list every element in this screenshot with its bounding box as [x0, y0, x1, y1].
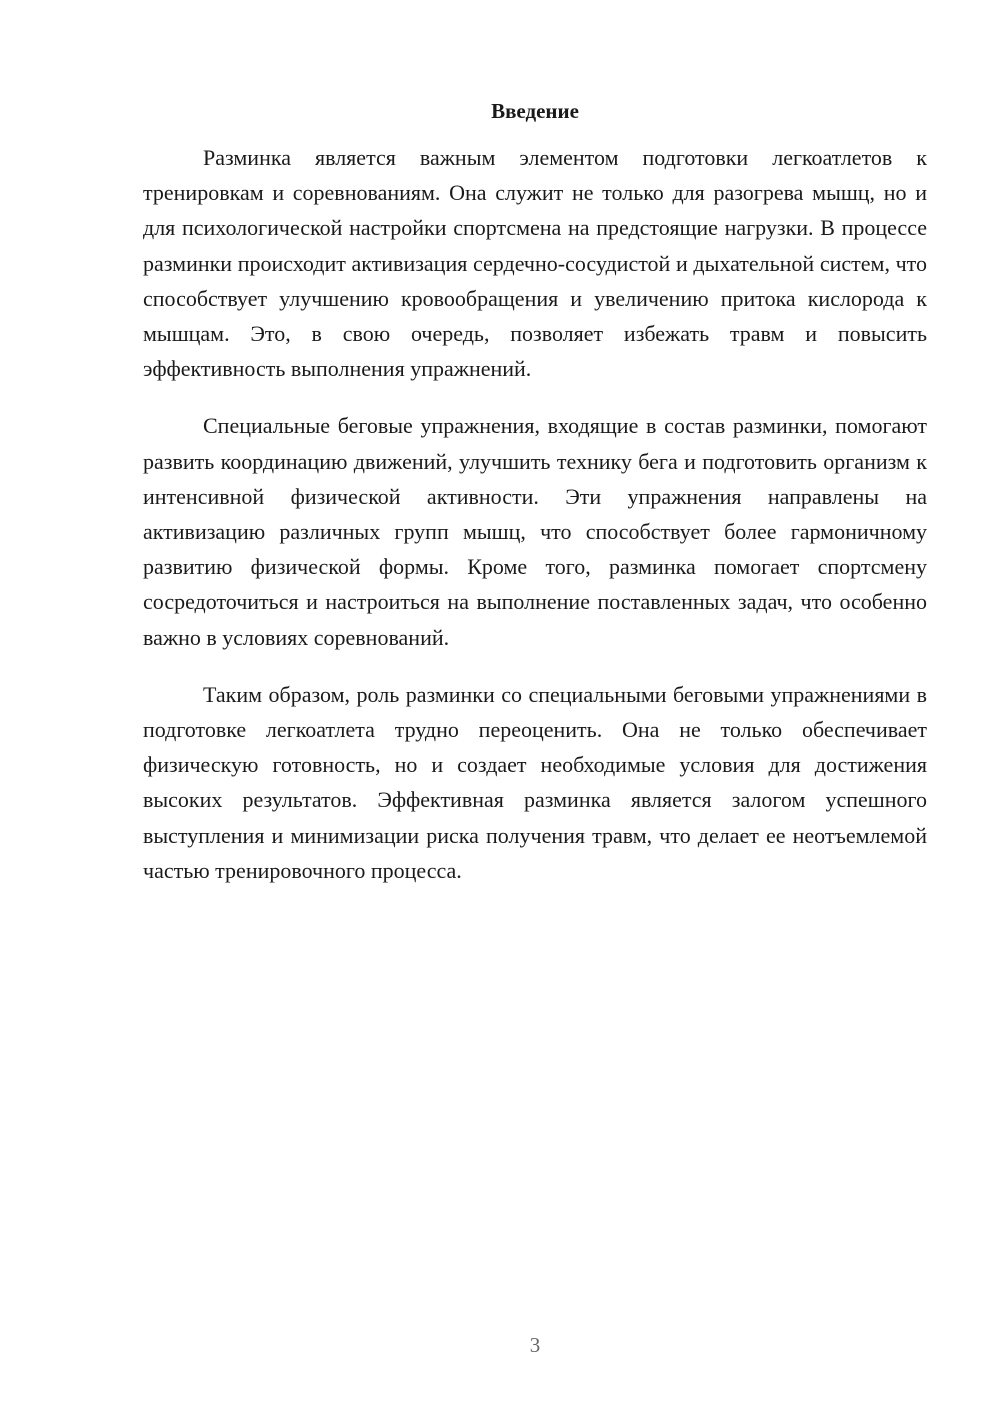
body-text	[143, 140, 927, 910]
page-number: 3	[529, 1333, 541, 1357]
paragraph: Специальные беговые упражнения, входящие в состав разминки, помогают развить координацию движений, улучшить технику бега и подготовить организм к интенсивной физической активности. Эти упражнения направлены на активизацию различных групп мышц, что способствует более гармоничному развитию физической формы. Кроме того, разминка помогает спортсмену сосредоточиться и настроиться на выполнение поставленных задач, что особенно важно в условиях соревнований.	[143, 413, 927, 650]
paragraph: Таким образом, роль разминки со специальными беговыми упражнениями в подготовке легкоатлета трудно переоценить. Она не только обеспечивает физическую готовность, но и создает необходимые условия для достижения высоких результатов. Эффективная разминка является залогом успешного выступления и минимизации риска получения травм, что делает ее неотъемлемой частью тренировочного процесса.	[143, 681, 927, 883]
paragraph: Разминка является важным элементом подготовки легкоатлетов к тренировкам и соревнованиям. Она служит не только для разогрева мышц, но и для психологической настройки спортсмена на предстоящие нагрузки. В процессе разминки происходит активизация сердечно-сосудистой и дыхательной систем, что способствует улучшению кровообращения и увеличению притока кислорода к мышцам. Это, в свою очередь, позволяет избежать травм и повысить эффективность выполнения упражнений.	[143, 145, 927, 382]
section-heading: Введение	[491, 99, 579, 123]
